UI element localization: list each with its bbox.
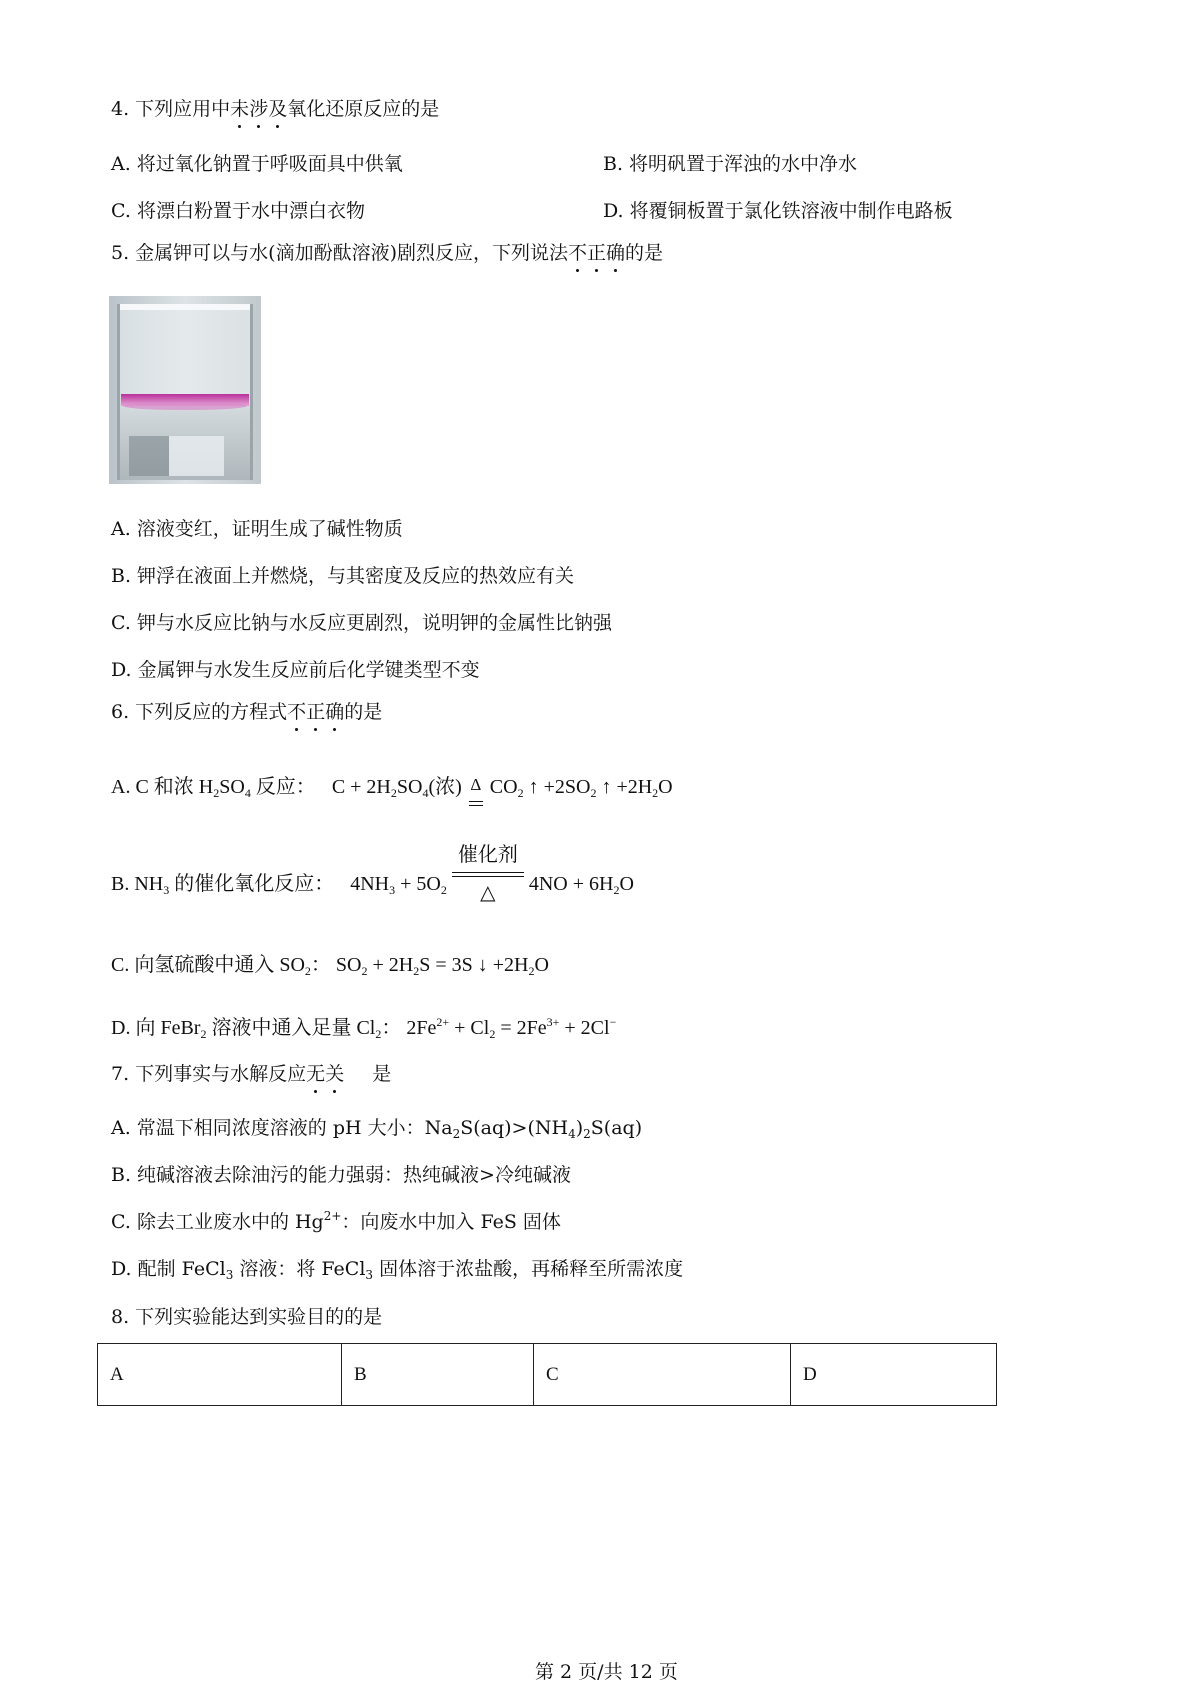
equation-a: $C + 2H_2SO_4$(浓) Δ $CO_2$ ↑ $+2SO_2$ ↑ $+2H_2O$ bbox=[332, 776, 673, 798]
q4-option-a: A. 将过氧化钠置于呼吸面具中供氧 bbox=[111, 153, 403, 175]
q5-option-c: C. 钾与水反应比钠与水反应更剧烈，说明钾的金属性比钠强 bbox=[111, 612, 612, 634]
q6-option-d: D. 向 FeBr$_2$ 溶液中通入足量 $Cl_2$： $2Fe^{2+} + Cl_2 = 2Fe^{3+} + 2Cl^-$ bbox=[111, 1015, 617, 1041]
q7-stem: 7. 下列事实与水解反应无关 是 bbox=[111, 1063, 392, 1085]
q5-option-a: A. 溶液变红，证明生成了碱性物质 bbox=[111, 518, 403, 540]
q4-option-c: C. 将漂白粉置于水中漂白衣物 bbox=[111, 200, 365, 222]
page-footer: 第 2 页/共 12 页 bbox=[535, 1661, 678, 1683]
q7-option-c: C. 除去工业废水中的 $Hg^{2+}$：向废水中加入 FeS 固体 bbox=[111, 1209, 561, 1233]
table-header-cell: A bbox=[98, 1344, 342, 1406]
q4-option-b: B. 将明矾置于浑浊的水中净水 bbox=[603, 153, 858, 175]
reaction-condition: 催化剂 △ bbox=[452, 873, 524, 897]
table-header-cell: C bbox=[534, 1344, 791, 1406]
q6-option-c: C. 向氢硫酸中通入 $SO_2$： $SO_2 + 2H_2S = 3S$ ↓ $+2H_2O$ bbox=[111, 954, 549, 978]
q7-option-b: B. 纯碱溶液去除油污的能力强弱：热纯碱液>冷纯碱液 bbox=[111, 1164, 571, 1186]
q8-stem: 8. 下列实验能达到实验目的的是 bbox=[111, 1306, 383, 1328]
beaker-photo bbox=[109, 296, 261, 484]
q8-options-table bbox=[97, 1343, 997, 1406]
table-header-cell: D bbox=[791, 1344, 997, 1406]
q7-option-d: D. 配制 FeCl$_3$ 溶液：将 FeCl$_3$ 固体溶于浓盐酸，再稀释至所需浓度 bbox=[111, 1258, 684, 1282]
q5-stem: 5. 金属钾可以与水(滴加酚酞溶液)剧烈反应，下列说法不正确的是 bbox=[111, 242, 664, 264]
table-row bbox=[98, 1344, 997, 1406]
table-header-cell: B bbox=[342, 1344, 534, 1406]
q6-option-a: A. C 和浓 $H_2SO_4$ 反应： $C + 2H_2SO_4$(浓) Δ $CO_2$ ↑ $+2SO_2$ ↑ $+2H_2O$ bbox=[111, 775, 673, 799]
q6-stem: 6. 下列反应的方程式不正确的是 bbox=[111, 701, 383, 723]
q4-stem: 4. 下列应用中未涉及氧化还原反应的是 bbox=[111, 98, 440, 120]
q7-option-a: A. 常温下相同浓度溶液的 pH 大小：$Na_2S(aq)>(NH_4)_2S(aq)$ bbox=[111, 1117, 643, 1141]
q5-option-d: D. 金属钾与水发生反应前后化学键类型不变 bbox=[111, 659, 480, 681]
q5-option-b: B. 钾浮在液面上并燃烧，与其密度及反应的热效应有关 bbox=[111, 565, 575, 587]
q6-option-b: B. $NH_3$ 的催化氧化反应： $4NH_3 + 5O_2$ 催化剂 △ $4NO + 6H_2O$ bbox=[111, 844, 634, 905]
q4-option-d: D. 将覆铜板置于氯化铁溶液中制作电路板 bbox=[603, 200, 953, 222]
